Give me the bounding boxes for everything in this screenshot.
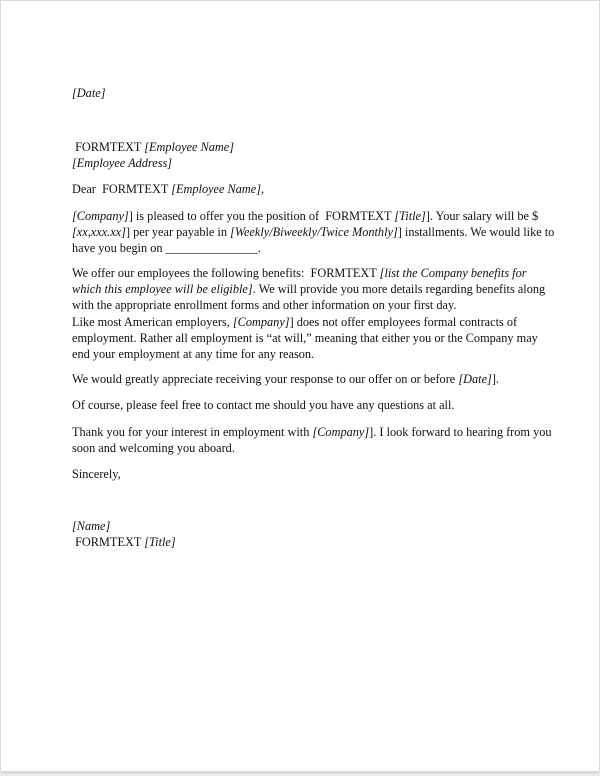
paragraph-offer-line-2: [xx,xxx.xx]] per year payable in [Weekly/Biweekly/Twice Monthly]] installments. We would like to (72, 225, 555, 239)
date-line: [Date] (72, 86, 106, 100)
paragraph-benefits-line-3: with the appropriate enrollment forms and other information on your first day. (72, 298, 457, 312)
employee-name-line: FORMTEXT [Employee Name] (75, 140, 235, 154)
paragraph-at-will-line-2: employment. Rather all employment is “at will,” meaning that either you or the Company may (72, 331, 538, 345)
employee-address-line: [Employee Address] (72, 156, 173, 170)
paragraph-offer-line-3: have you begin on _______________. (72, 241, 261, 255)
paragraph-questions: Of course, please feel free to contact me should you have any questions at all. (72, 398, 455, 412)
paragraph-benefits-line-1: We offer our employees the following benefits: FORMTEXT [list the Company benefits for (72, 266, 527, 280)
paragraph-thanks-line-1: Thank you for your interest in employment with [Company]]. I look forward to hearing from you (72, 425, 552, 439)
closing: Sincerely, (72, 467, 121, 481)
signature-name: [Name] (72, 519, 111, 533)
paragraph-at-will-line-1: Like most American employers, [Company]] does not offer employees formal contracts of (72, 315, 518, 329)
paragraph-benefits-line-2: which this employee will be eligible]. We will provide you more details regarding benefits along (72, 282, 546, 296)
paragraph-offer-line-1: [Company]] is pleased to offer you the position of FORMTEXT [Title]]. Your salary will be $ (72, 209, 539, 223)
salutation: Dear FORMTEXT [Employee Name], (72, 182, 265, 196)
paragraph-at-will-line-3: end your employment at any time for any reason. (72, 347, 315, 361)
paragraph-response: We would greatly appreciate receiving your response to our offer on or before [Date]]. (72, 372, 499, 386)
paragraph-thanks-line-2: soon and welcoming you aboard. (72, 441, 235, 455)
signature-title: FORMTEXT [Title] (75, 535, 176, 549)
